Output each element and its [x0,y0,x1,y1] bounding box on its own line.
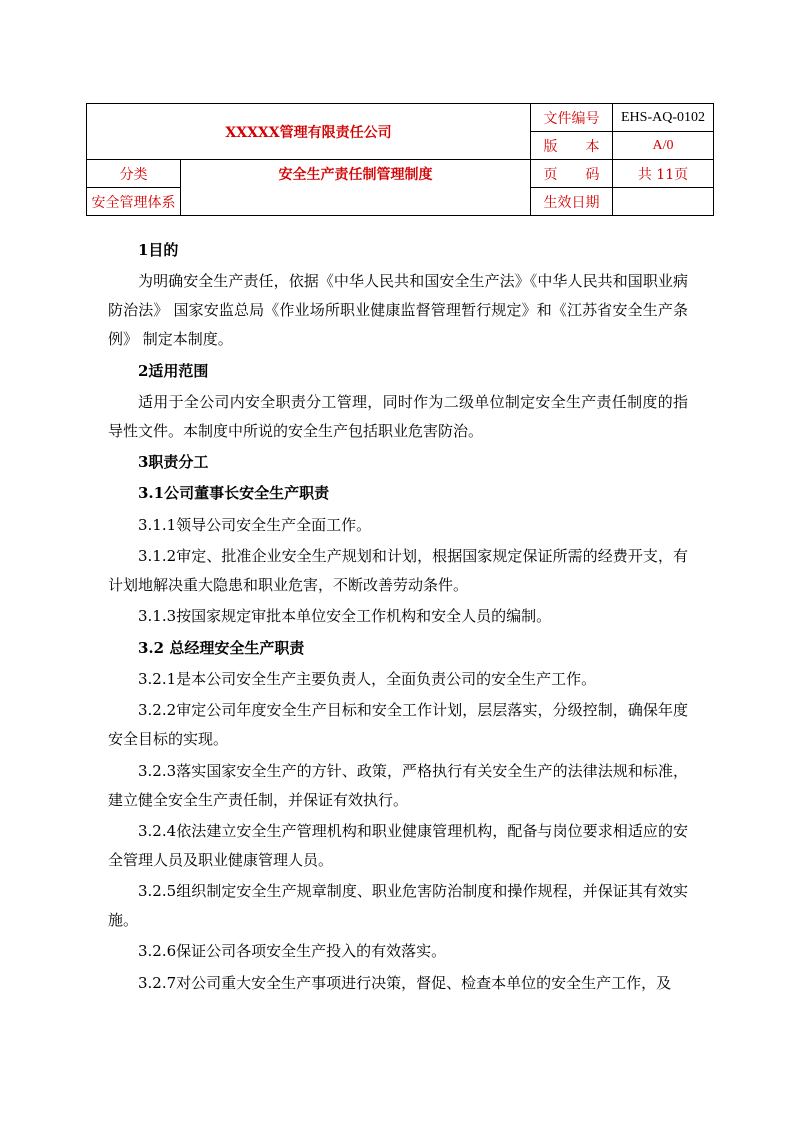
version-value: A/0 [613,132,714,160]
page-label: 页 码 [531,160,613,188]
document-title: 安全生产责任制管理制度 [181,160,531,216]
paragraph-item: 3.2.5组织制定安全生产规章制度、职业危害防治制度和操作规程，并保证其有效实施。 [108,882,688,930]
company-name: XXXXX管理有限责任公司 [87,104,531,160]
category-label: 分类 [87,160,181,188]
heading-chairman-duties: 3.1公司董事长安全生产职责 [138,484,330,503]
heading-gm-duties: 3.2 总经理安全生产职责 [138,638,305,657]
heading-purpose: 1目的 [138,241,179,259]
effective-date-value [613,188,714,216]
paragraph-item: 3.2.6保证公司各项安全生产投入的有效落实。 [138,942,447,961]
document-body [108,236,688,1000]
paragraph-item: 3.1.3按国家规定审批本单位安全工作机构和安全人员的编制。 [138,607,552,626]
paragraph-item: 3.1.2审定、批准企业安全生产规划和计划，根据国家规定保证所需的经费开支，有计划地解决重大隐患和职业危害，不断改善劳动条件。 [108,547,688,595]
effective-date-label: 生效日期 [531,188,613,216]
paragraph-item: 3.2.2审定公司年度安全生产目标和安全工作计划，层层落实，分级控制，确保年度安全目标的实现。 [108,701,688,749]
paragraph-item: 3.2.1是本公司安全生产主要负责人，全面负责公司的安全生产工作。 [138,669,597,688]
paragraph-item: 3.1.1领导公司安全生产全面工作。 [138,515,372,534]
heading-responsibilities: 3职责分工 [138,453,209,472]
document-header-table [86,103,714,216]
paragraph-item: 3.2.3落实国家安全生产的方针、政策，严格执行有关安全生产的法律法规和标准，建立健全安全生产责任制，并保证有效执行。 [108,761,688,809]
page-count: 共 11页 [613,160,714,188]
paragraph-item: 3.2.7对公司重大安全生产事项进行决策，督促、检查本单位的安全生产工作，及 [138,973,672,992]
heading-scope: 2适用范围 [138,361,209,380]
doc-no-label: 文件编号 [531,104,613,132]
system-label: 安全管理体系 [87,188,181,216]
version-label: 版 本 [531,132,613,160]
paragraph-purpose: 为明确安全生产责任，依据《中华人民共和国安全生产法》《中华人民共和国职业病防治法》 国家安监总局《作业场所职业健康监督管理暂行规定》和《江苏省安全生产条例》 制定本制度。 [108,272,688,349]
paragraph-item: 3.2.4依法建立安全生产管理机构和职业健康管理机构，配备与岗位要求相适应的安全管理人员及职业健康管理人员。 [108,821,688,869]
doc-no-value: EHS-AQ-0102 [613,104,714,132]
paragraph-scope: 适用于全公司内安全职责分工管理，同时作为二级单位制定安全生产责任制度的指导性文件。本制度中所说的安全生产包括职业危害防治。 [108,392,688,440]
